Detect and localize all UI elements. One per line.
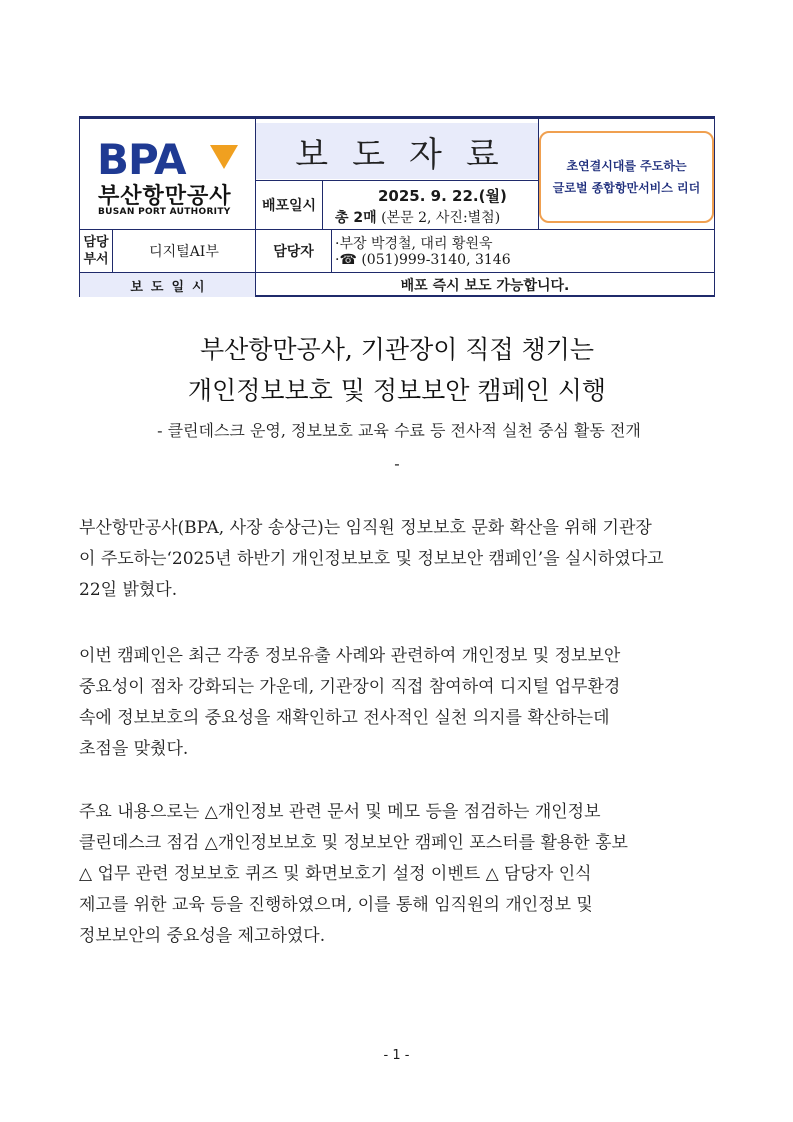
dept-label [80,230,112,272]
divider [255,180,538,181]
paragraph-line: △ 업무 관련 정보보호 퀴즈 및 화면보호기 설정 이벤트 △ 담당자 인식 [79,864,592,884]
paragraph-line: 주요 내용으로는 △개인정보 관련 문서 및 메모 등을 점검하는 개인정보 [79,802,601,822]
paragraph-line: 이 주도하는‘2025년 하반기 개인정보보호 및 정보보안 캠페인’을 실시하였다고 [79,549,664,569]
paragraph-line: 초점을 맞췄다. [79,739,189,759]
report-time-value: 배포 즉시 보도 가능합니다. [400,278,570,294]
distribution-label: 배포일시 [261,198,317,214]
bpa-logo [80,119,255,229]
divider [538,119,539,230]
divider [112,229,113,273]
divider [255,119,256,297]
headline-line-2: 개인정보보호 및 정보보안 캠페인 시행 [187,376,607,405]
press-release-header [79,116,715,297]
divider [80,229,714,230]
subheadline-end: - [394,454,400,473]
dept-label-line-2: 부서 [83,252,109,267]
manager-value [332,230,714,272]
paragraph-1 [79,513,721,606]
page-count-detail: (본문 2, 사진:별첨) [381,210,501,226]
subheadline: - 클린데스크 운영, 정보보호 교육 수료 등 전사적 실천 중심 활동 전개 [157,421,641,440]
logo-brand: BPA [97,135,186,184]
slogan-box [539,131,714,223]
paragraph-line: 부산항만공사(BPA, 사장 송상근)는 임직원 정보보호 문화 확산을 위해 기관장 [79,518,652,538]
report-time-label: 보도일시 [80,273,255,297]
slogan-line-1: 초연결시대를 주도하는 [566,159,687,173]
headline-line-1: 부산항만공사, 기관장이 직접 챙기는 [199,335,595,364]
press-title: 보도자료 [295,134,523,175]
page-number: - 1 - [383,1048,410,1063]
logo-name-ko: 부산항만공사 [98,184,232,209]
page-count-bold: 총 2매 [335,210,377,226]
dept-label-line-1: 담당 [83,235,109,250]
logo-triangle-icon [210,145,238,169]
manager-phone: ·☎ (051)999-3140, 3146 [335,252,511,268]
paragraph-3 [79,797,721,952]
manager-label: 담당자 [273,244,314,260]
paragraph-2 [79,641,721,765]
logo-name-en: BUSAN PORT AUTHORITY [98,207,231,217]
press-title-cell [256,123,538,179]
paragraph-line: 22일 밝혔다. [79,580,178,600]
paragraph-line: 클린데스크 점검 △개인정보보호 및 정보보안 캠페인 포스터를 활용한 홍보 [79,833,628,853]
paragraph-line: 제고를 위한 교육 등을 진행하였으며, 이를 통해 임직원의 개인정보 및 [79,895,593,915]
divider [322,180,323,230]
paragraph-line: 중요성이 점차 강화되는 가운데, 기관장이 직접 참여하여 디지털 업무환경 [79,677,621,697]
divider [80,272,714,273]
paragraph-line: 정보보안의 중요성을 제고하였다. [79,926,326,946]
manager-names: ·부장 박경철, 대리 황원욱 [335,236,493,252]
slogan-line-2: 글로벌 종합항만서비스 리더 [552,181,701,195]
dept-value: 디지털AI부 [149,244,219,260]
divider [331,229,332,273]
distribution-date: 2025. 9. 22.(월) [378,187,507,205]
distribution-value [323,181,538,229]
paragraph-line: 이번 캠페인은 최근 각종 정보유출 사례와 관련하여 개인정보 및 정보보안 [79,646,621,666]
page-count [335,207,500,227]
paragraph-line: 속에 정보보호의 중요성을 재확인하고 전사적인 실천 의지를 확산하는데 [79,708,610,728]
